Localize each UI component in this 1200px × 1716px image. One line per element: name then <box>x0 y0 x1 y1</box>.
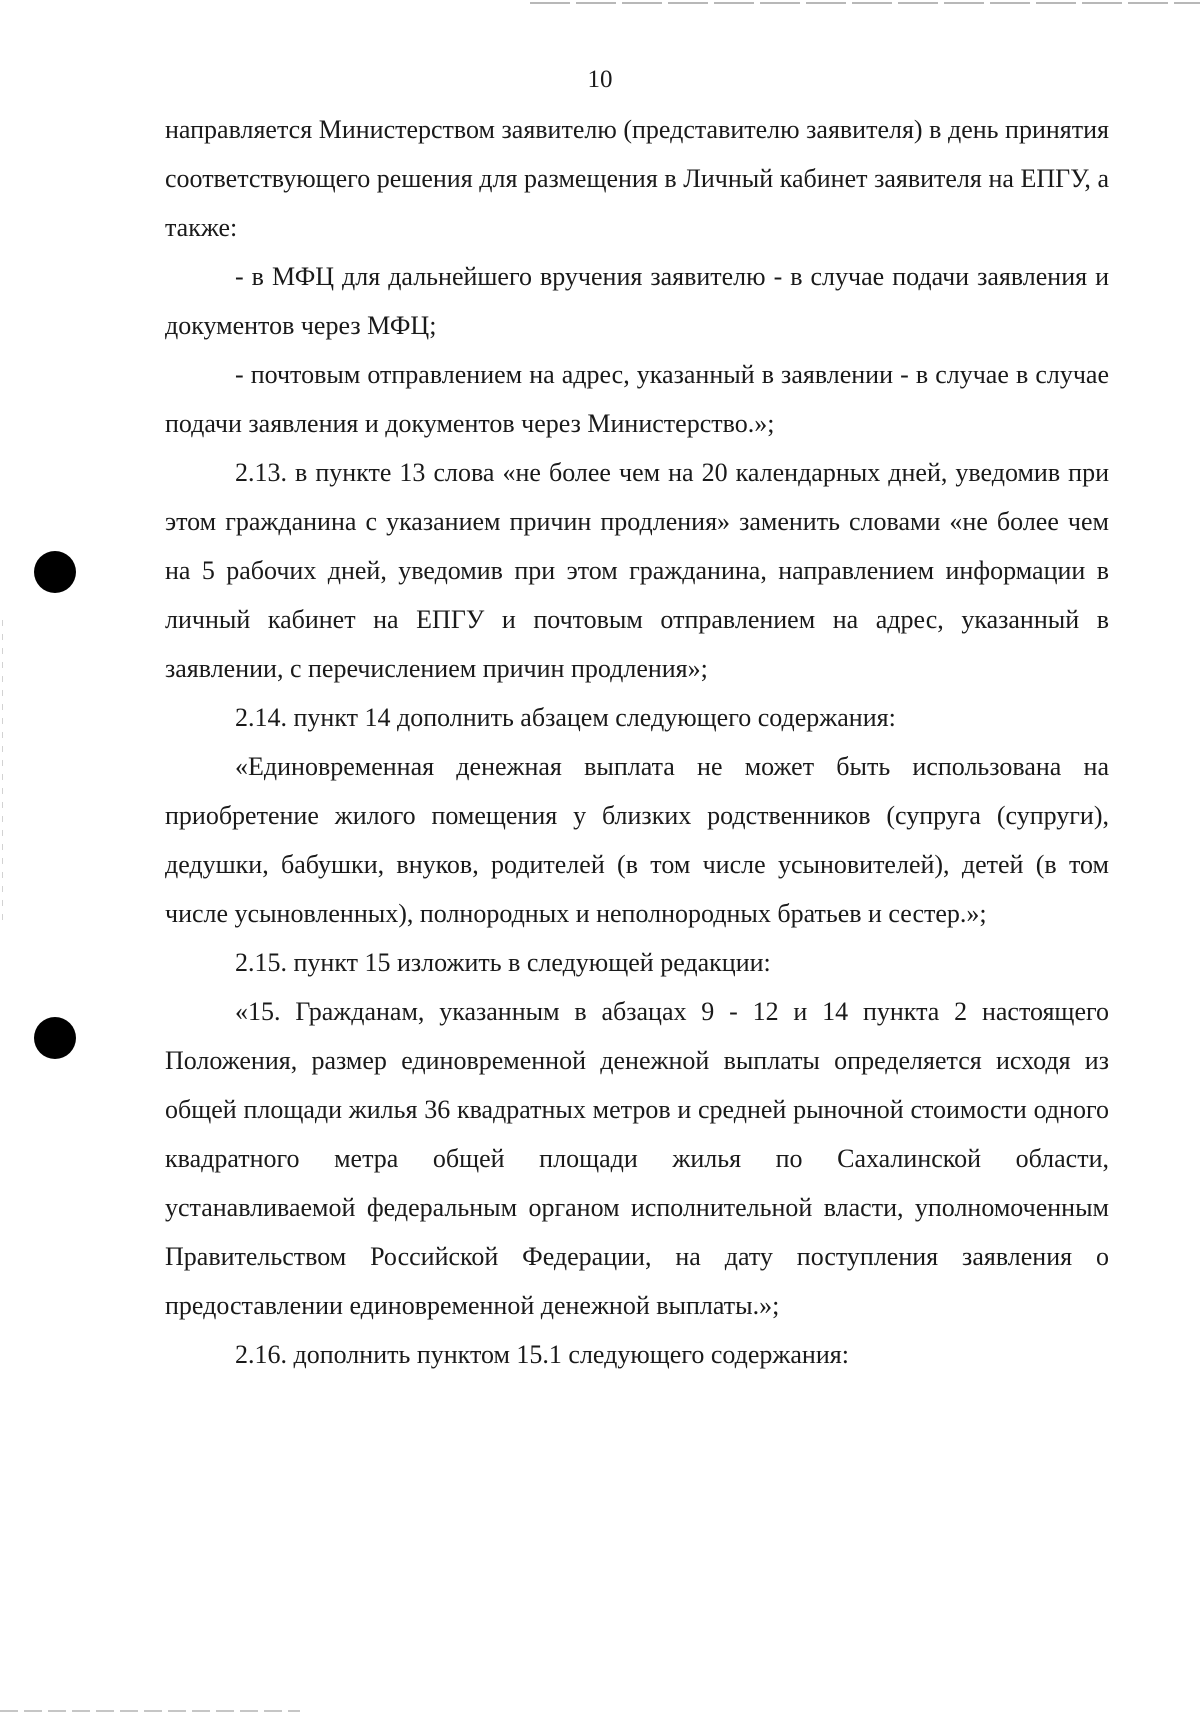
punch-hole <box>34 551 76 593</box>
paragraph: 2.13. в пункте 13 слова «не более чем на 20 календарных дней, уведомив при этом гражданина с указанием причин продления» заменить словами «не более чем на 5 рабочих дней, уведомив при этом гражданина, направлением информации в личный кабинет на ЕПГУ и почтовым отправлением на адрес, указанный в заявлении, с перечислением причин продления»; <box>165 458 1109 683</box>
paragraph: - в МФЦ для дальнейшего вручения заявителю - в случае подачи заявления и документов через МФЦ; <box>165 262 1109 340</box>
punch-hole <box>34 1017 76 1059</box>
paragraph: - почтовым отправлением на адрес, указанный в заявлении - в случае в случае подачи заявления и документов через Министерство.»; <box>165 360 1109 438</box>
paragraph: 2.14. пункт 14 дополнить абзацем следующего содержания: <box>235 703 896 732</box>
document-body <box>165 105 1109 1379</box>
paragraph: 2.16. дополнить пунктом 15.1 следующего содержания: <box>235 1340 849 1369</box>
paragraph: «15. Гражданам, указанным в абзацах 9 - 12 и 14 пункта 2 настоящего Положения, размер единовременной денежной выплаты определяется исходя из общей площади жилья 36 квадратных метров и средней рыночной стоимости одного квадратного метра общей площади жилья по Сахалинской области, устанавливаемой федеральным органом исполнительной власти, уполномоченным Правительством Российской Федерации, на дату поступления заявления о предоставлении единовременной денежной выплаты.»; <box>165 997 1109 1320</box>
paragraph: «Единовременная денежная выплата не может быть использована на приобретение жилого помещения у близких родственников (супруга (супруги), дедушки, бабушки, внуков, родителей (в том числе усыновителей), детей (в том числе усыновленных), полнородных и неполнородных братьев и сестер.»; <box>165 752 1109 928</box>
scan-artifact-top <box>530 2 1200 4</box>
paragraph: направляется Министерством заявителю (представителю заявителя) в день принятия соответствующего решения для размещения в Личный кабинет заявителя на ЕПГУ, а также: <box>165 115 1109 242</box>
scan-artifact-edge <box>2 620 3 920</box>
scan-artifact-bottom <box>0 1710 300 1712</box>
page-number: 10 <box>587 66 613 93</box>
paragraph: 2.15. пункт 15 изложить в следующей редакции: <box>235 948 771 977</box>
